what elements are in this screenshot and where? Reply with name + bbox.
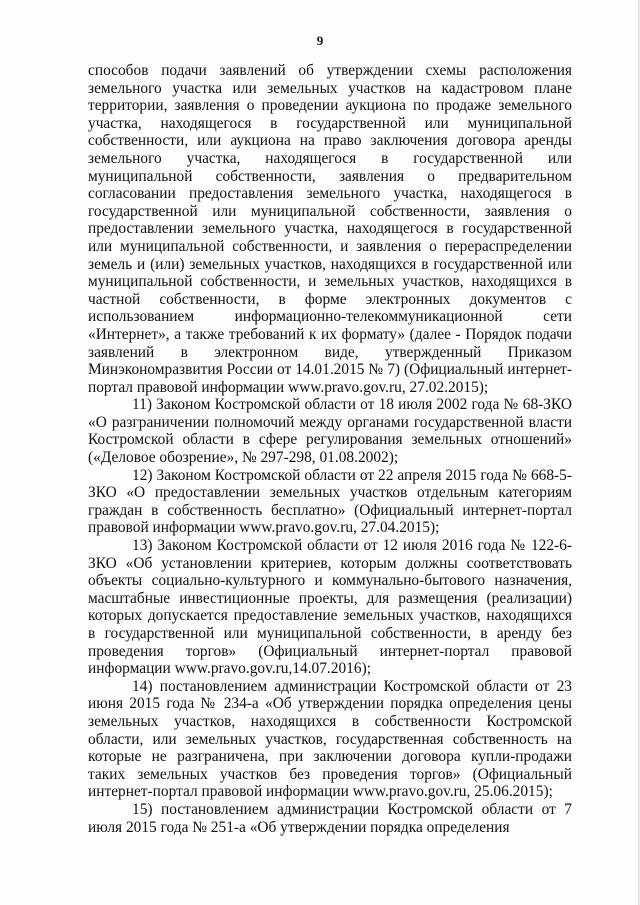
paragraph-item-13: 13) Законом Костромской области от 12 июля 2016 года № 122-6-ЗКО «Об установлении критериев, которым должны соответствовать объекты социально-культурного и коммунально-бытового назначения, масштабные инвестиционные проекты, для размещения (реализации) которых допускается предоставление земельных участков, находящихся в государственной или муниципальной собственности, в аренду без проведения торгов» (Официальный интернет-портал правовой информации www.pravo.gov.ru,14.07.2016); [88,537,572,678]
paragraph-continuation: способов подачи заявлений об утверждении схемы расположения земельного участка или земельных участков на кадастровом плане территории, заявления о проведении аукциона по продаже земельного участка, находящегося в государственной или муниципальной собственности, или аукциона на право заключения договора аренды земельного участка, находящегося в государственной или муниципальной собственности, заявления о предварительном согласовании предоставления земельного участка, находящегося в государственной или муниципальной собственности, заявления о предоставлении земельного участка, находящегося в государственной или муниципальной собственности, и заявления о перераспределении земель и (или) земельных участков, находящихся в государственной или муниципальной собственности, и земельных участков, находящихся в частной собственности, в форме электронных документов с использованием информационно-телекоммуникационной сети «Интернет», а также требований к их формату» (далее - Порядок подачи заявлений в электронном виде, утвержденный Приказом Минэкономразвития России от 14.01.2015 № 7) (Официальный интернет-портал правовой информации www.pravo.gov.ru, 27.02.2015); [88,62,572,396]
paragraph-item-14: 14) постановлением администрации Костромской области от 23 июня 2015 года № 234-а «Об утверждении порядка определения цены земельных участков, находящихся в собственности Костромской области, или земельных участков, государственная собственность на которые не разграничена, при заключении договора купли-продажи таких земельных участков без проведения торгов» (Официальный интернет-портал правовой информации www.pravo.gov.ru, 25.06.2015); [88,677,572,801]
page-number: 9 [316,33,324,48]
body-text [88,62,572,836]
paragraph-item-15: 15) постановлением администрации Костромской области от 7 июля 2015 года № 251-а «Об утверждении порядка определения [88,800,572,836]
paragraph-item-11: 11) Законом Костромской области от 18 июля 2002 года № 68-ЗКО «О разграничении полномочий между органами государственной власти Костромской области в сфере регулирования земельных отношений» («Деловое обозрение», № 297-298, 01.08.2002); [88,396,572,467]
paragraph-item-12: 12) Законом Костромской области от 22 апреля 2015 года № 668-5-ЗКО «О предоставлении земельных участков отдельным категориям граждан в собственность бесплатно» (Официальный интернет-портал правовой информации www.pravo.gov.ru, 27.04.2015); [88,466,572,537]
